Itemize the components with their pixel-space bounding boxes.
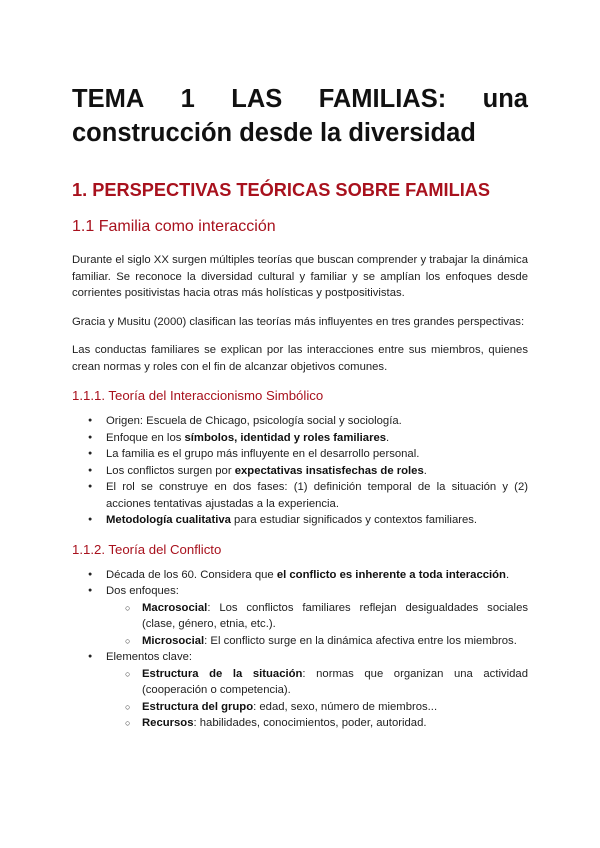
paragraph: Durante el siglo XX surgen múltiples teorías que buscan comprender y trabajar la dinámica familiar. Se reconoce la diversidad cultural y familiar y se amplían los enfoques desde corrientes positivistas hacia otras más holísticas y postpositivistas. [72, 254, 528, 299]
list-item: ● Los conflictos surgen por expectativas insatisfechas de roles. [106, 463, 528, 480]
subsection-heading: 1.1 Familia como interacción [72, 218, 276, 235]
title-word: TEMA [72, 85, 145, 113]
list-item: ● Elementos clave: ○ Estructura de la situación: normas que organizan una actividad (cooperación o competencia). ○ Estructura del grupo: edad, sexo, número de miembros... ○ Recursos: habilidades, conocimientos, poder, autoridad. [106, 649, 528, 732]
document-title [72, 82, 528, 150]
title-line-2: construcción desde la diversidad [72, 119, 476, 147]
sub-list [106, 666, 528, 732]
section-heading: 1. PERSPECTIVAS TEÓRICAS SOBRE FAMILIAS [72, 180, 491, 200]
sub-list [106, 600, 528, 650]
sub-list-item: ○ Estructura del grupo: edad, sexo, número de miembros... [142, 699, 528, 716]
title-word: 1 [180, 85, 195, 113]
paragraph: Las conductas familiares se explican por las interacciones entre sus miembros, quienes crean normas y roles con el fin de alcanzar objetivos comunes. [72, 344, 528, 373]
bullet-list [72, 413, 528, 529]
paragraph: Gracia y Musitu (2000) clasifican las teorías más influyentes en tres grandes perspectivas: [72, 315, 525, 328]
title-word: una [482, 85, 528, 113]
title-word: LAS [231, 85, 283, 113]
bullet-list [72, 567, 528, 732]
list-item: ● La familia es el grupo más influyente en el desarrollo personal. [106, 446, 528, 463]
sub-list-item: ○ Microsocial: El conflicto surge en la dinámica afectiva entre los miembros. [142, 633, 528, 650]
list-item: ● Enfoque en los símbolos, identidad y roles familiares. [106, 430, 528, 447]
sub-list-item: ○ Macrosocial: Los conflictos familiares reflejan desigualdades sociales (clase, género, etnia, etc.). [142, 600, 528, 633]
theory-heading: 1.1.1. Teoría del Interaccionismo Simbólico [72, 388, 324, 403]
sub-list-item: ○ Recursos: habilidades, conocimientos, poder, autoridad. [142, 715, 528, 732]
list-item: ● Metodología cualitativa para estudiar significados y contextos familiares. [106, 512, 528, 529]
title-word: FAMILIAS: [318, 85, 447, 113]
title-line-1 [72, 82, 528, 116]
sub-list-item: ○ Estructura de la situación: normas que organizan una actividad (cooperación o competencia). [142, 666, 528, 699]
theory-heading: 1.1.2. Teoría del Conflicto [72, 541, 222, 557]
list-item: ● Origen: Escuela de Chicago, psicología social y sociología. [106, 413, 528, 430]
list-item: ● Dos enfoques: ○ Macrosocial: Los conflictos familiares reflejan desigualdades sociales (clase, género, etnia, etc.). ○ Microsocial: El conflicto surge en la dinámica afectiva entre los miembros. [106, 583, 528, 649]
list-item: ● El rol se construye en dos fases: (1) definición temporal de la situación y (2) acciones tentativas ajustadas a la experiencia. [106, 479, 528, 512]
list-item: ● Década de los 60. Considera que el conflicto es inherente a toda interacción. [106, 567, 528, 584]
